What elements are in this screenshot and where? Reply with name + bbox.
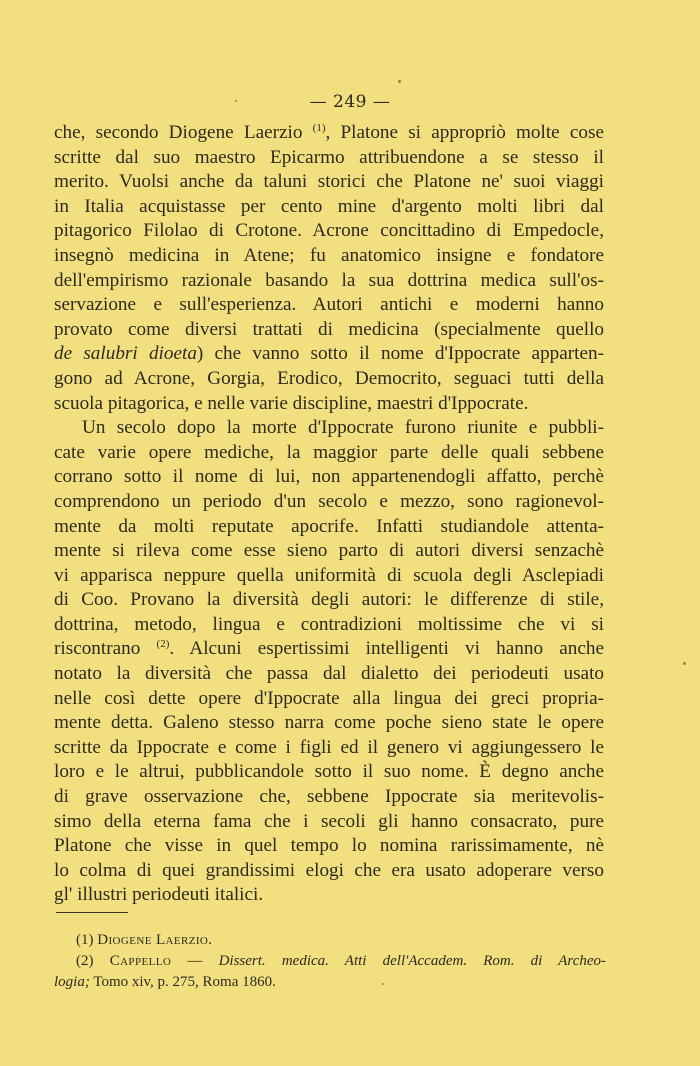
text-line: gono ad Acrone, Gorgia, Erodico, Democrito, seguaci tutti della (54, 367, 604, 389)
footnote-separator (56, 912, 128, 913)
text-line: vi apparisca neppure quella uniformità di scuola degli Asclepiadi (54, 564, 604, 586)
text-line: gl' illustri periodeuti italici. (54, 884, 264, 906)
footnote-1 (54, 930, 606, 951)
text-line: loro e le altrui, pubblicandole sotto il suo nome. È degno anche (54, 761, 604, 783)
text-line: insegnò medicina in Atene; fu anatomico insigne e fondatore (54, 244, 604, 266)
text-line: mente detta. Galeno stesso narra come poche sieno state le opere (54, 712, 604, 734)
text-line: simo della eterna fama che i secoli gli hanno consacrato, pure (54, 810, 604, 832)
footnote-2-marker: (2) (76, 953, 94, 969)
page-number: — 249 — (309, 92, 391, 112)
text-line: riscontrano $^{(2)}$. Alcuni espertissimi intelligenti vi hanno anche (54, 638, 604, 660)
text-line: de salubri dioeta) che vanno sotto il nome d'Ippocrate apparten- (54, 343, 604, 365)
text-line: dottrina, metodo, lingua e contradizioni moltissime che vi si (54, 613, 604, 635)
paper-speck (683, 662, 686, 665)
text-line: servazione e sull'esperienza. Autori antichi e moderni hanno (54, 294, 604, 316)
text-line: dell'empirismo razionale basando la sua dottrina medica sull'os- (54, 269, 604, 291)
paper-speck (235, 100, 237, 102)
text-line: scritte da Ippocrate e come i figli ed il genero vi aggiungessero le (54, 736, 604, 758)
text-line: di grave osservazione che, sebbene Ippocrate sia meritevolis- (54, 786, 604, 808)
text-line: mente da molti reputate apocrife. Infatti studiandole attenta- (54, 515, 604, 537)
footnote-2-rest: Tomo xiv, p. 275, Roma 1860. (93, 974, 276, 990)
footnote-2-dash: — (187, 953, 203, 969)
text-line: merito. Vuolsi anche da taluni storici che Platone ne' suoi viaggi (54, 171, 604, 193)
paper-speck (398, 80, 401, 83)
body-text (54, 121, 604, 908)
footnote-2-continued (54, 972, 606, 993)
text-line: comprendono un periodo d'un secolo e mezzo, sono ragionevol- (54, 490, 604, 512)
text-line: scritte dal suo maestro Epicarmo attribuendone a se stesso il (54, 146, 604, 168)
paper-speck (382, 983, 384, 985)
text-line: che, secondo Diogene Laerzio $^{(1)}$, Platone si appropriò molte cose (54, 122, 604, 143)
footnote-2-author: Cappello (109, 953, 172, 969)
text-line: notato la diversità che passa dal dialetto dei periodeuti usato (54, 663, 604, 685)
text-line: lo colma di quei grandissimi elogi che era usato adoperare verso (54, 859, 604, 881)
footnote-2-title-cont: logia; (54, 974, 90, 990)
text-line: di Coo. Provano la diversità degli autori: le differenze di stile, (54, 589, 604, 611)
footnote-2 (54, 951, 606, 972)
text-line: corrano sotto il nome di lui, non appartenendogli affatto, perchè (54, 466, 604, 488)
footnote-2-title: Dissert. medica. Atti dell'Accadem. Rom. di Archeo- (218, 953, 607, 969)
text-line: scuola pitagorica, e nelle varie discipline, maestri d'Ippocrate. (54, 392, 529, 414)
text-line: Platone che visse in quel tempo lo nomina rarissimamente, nè (54, 835, 604, 857)
text-line: in Italia acquistasse per cento mine d'argento molti libri dal (54, 195, 604, 217)
text-line: mente si rileva come esse sieno parto di autori diversi senzachè (54, 540, 604, 562)
text-line: Un secolo dopo la morte d'Ippocrate furono riunite e pubbli- (82, 417, 604, 439)
text-line: pitagorico Filolao di Crotone. Acrone concittadino di Empedocle, (54, 220, 604, 242)
footnote-1-marker: (1) (76, 932, 94, 948)
text-line: cate varie opere mediche, la maggior parte delle quali sebbene (54, 441, 604, 463)
footnote-1-author: Diogene Laerzio. (97, 932, 213, 948)
text-line: nelle così dette opere d'Ippocrate alla lingua dei greci propria- (54, 687, 604, 709)
text-line: provato come diversi trattati di medicina (specialmente quello (54, 318, 604, 340)
footnotes (54, 930, 606, 993)
